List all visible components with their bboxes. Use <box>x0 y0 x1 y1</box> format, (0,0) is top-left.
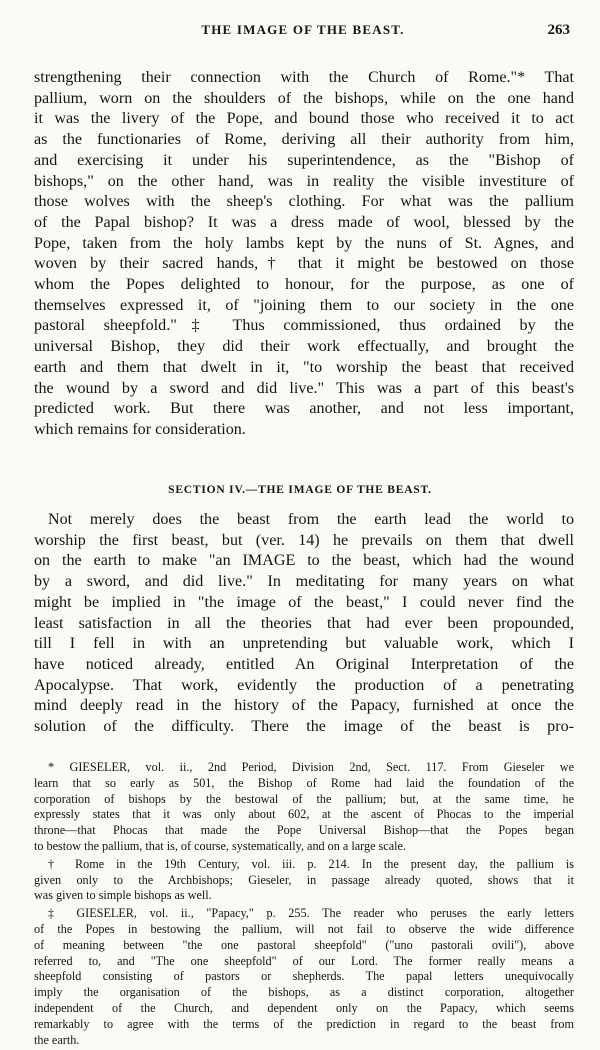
text-line: those wolves with the sheep's clothing. For what was the pallium <box>34 193 574 211</box>
text-line: it was the livery of the Pope, and bound those who received it to act <box>34 110 574 128</box>
footnote <box>34 760 574 855</box>
text-line: till I fell in with an unpretending but valuable work, which I <box>34 635 574 653</box>
footnote-line: of meaning between "the one pastoral sheepfold" ("uno pastorali ovili"), above <box>34 937 574 952</box>
text-line: worship the first beast, but (ver. 14) he prevails on them that dwell <box>34 531 574 549</box>
footnote-line: † Rome in the 19th Century, vol. iii. p. 214. In the present day, the pallium is <box>48 856 574 871</box>
text-line: the wound by a sword and did live." This was a part of this beast's <box>34 379 574 397</box>
running-head <box>36 22 570 46</box>
footnote-line: ‡ GIESELER, vol. ii., "Papacy," p. 255. The reader who peruses the early letters <box>48 906 574 921</box>
text-line: themselves expressed it, of "joining them to our society in the one <box>34 296 574 314</box>
text-line: predicted work. But there was another, and not less important, <box>34 400 574 418</box>
text-line: which remains for consideration. <box>34 420 246 438</box>
footnote-line: independent of the Church, and dependent only on the Papacy, which seems <box>34 1000 574 1015</box>
footnote <box>34 906 574 1048</box>
text-line: and exercising it under his superintendence, as the "Bishop of <box>34 151 574 169</box>
text-line: have noticed already, entitled An Original Interpretation of the <box>34 655 574 673</box>
footnote-line: * GIESELER, vol. ii., 2nd Period, Division 2nd, Sect. 117. From Gieseler we <box>48 760 574 774</box>
text-line: pallium, worn on the shoulders of the bishops, while on the one hand <box>34 89 574 107</box>
footnote-line: of the Popes in bestowing the pallium, will not fail to observe the wide difference <box>34 921 574 936</box>
text-line: bishops," on the other hand, was in reality the visible investiture of <box>34 172 574 190</box>
text-line: on the earth to make "an IMAGE to the beast, which had the wound <box>34 552 574 570</box>
footnote-line: expressly states that it was only about 602, at the ascent of Phocas to the imperial <box>34 807 574 822</box>
text-line: earth and them that dwelt in it, "to worship the beast that received <box>34 358 574 376</box>
text-line: might be implied in "the image of the beast," I could never find the <box>34 593 574 611</box>
text-line: solution of the difficulty. There the image of the beast is pro- <box>34 718 574 736</box>
text-line: universal Bishop, they did their work effectually, and brought the <box>34 338 574 356</box>
text-line: by a sword, and did live." In meditating for many years on what <box>34 573 574 591</box>
text-line: of the Papal bishop? It was a dress made of wool, blessed by the <box>34 213 574 231</box>
footnote-line: learn that so early as 501, the Bishop of Rome had laid the foundation of the <box>34 775 574 790</box>
footnote-line: imply the organisation of the bishops, as a distinct corporation, altogether <box>34 985 574 1000</box>
text-line: Pope, taken from the holy lambs kept by the nuns of St. Agnes, and <box>34 234 574 252</box>
paragraph-continuation <box>34 68 574 441</box>
footnote-line: given only to the Archbishops; Gieseler, in passage already quoted, shows that it <box>34 872 574 887</box>
footnote-line: remarkably to agree with the terms of the prediction in regard to the beast from <box>34 1016 574 1031</box>
text-line: Apocalypse. That work, evidently the production of a penetrating <box>34 676 574 694</box>
running-head-title: THE IMAGE OF THE BEAST. <box>201 22 405 37</box>
footnote-line: sheepfold consisting of pastors or shepherds. The papal letters unequivocally <box>34 969 574 984</box>
text-line: Not merely does the beast from the earth lead the world to <box>48 511 574 528</box>
footnote <box>34 857 574 904</box>
footnote-line: was given to simple bishops as well. <box>34 888 212 903</box>
footnote-line: corporation of bishops by the bestowal of the pallium; but, at the same time, he <box>34 791 574 806</box>
section-heading: SECTION IV.—THE IMAGE OF THE BEAST. <box>168 484 432 496</box>
footnotes <box>34 760 574 1050</box>
text-line: as the functionaries of Rome, deriving all their authority from him, <box>34 131 574 149</box>
text-line: least satisfaction in all the theories that had ever been propounded, <box>34 614 574 632</box>
page-number: 263 <box>547 22 570 38</box>
text-line: pastoral sheepfold."‡ Thus commissioned, thus ordained by the <box>34 317 574 335</box>
footnote-line: referred to, and "The one sheepfold" of our Lord. The former really means a <box>34 953 574 968</box>
footnote-line: to bestow the pallium, that is, of course, systematically, and on a large scale. <box>34 838 406 853</box>
text-line: whom the Popes delighted to honour, for the purpose, as one of <box>34 276 574 294</box>
text-line: woven by their sacred hands,† that it might be bestowed on those <box>34 255 574 273</box>
text-line: strengthening their connection with the Church of Rome."* That <box>34 69 574 86</box>
text-line: mind deeply read in the history of the Papacy, furnished at once the <box>34 697 574 715</box>
footnote-line: throne—that Phocas that made the Pope Universal Bishop—that the Popes began <box>34 823 574 838</box>
footnote-line: the earth. <box>34 1032 80 1047</box>
section-paragraph <box>34 510 574 738</box>
